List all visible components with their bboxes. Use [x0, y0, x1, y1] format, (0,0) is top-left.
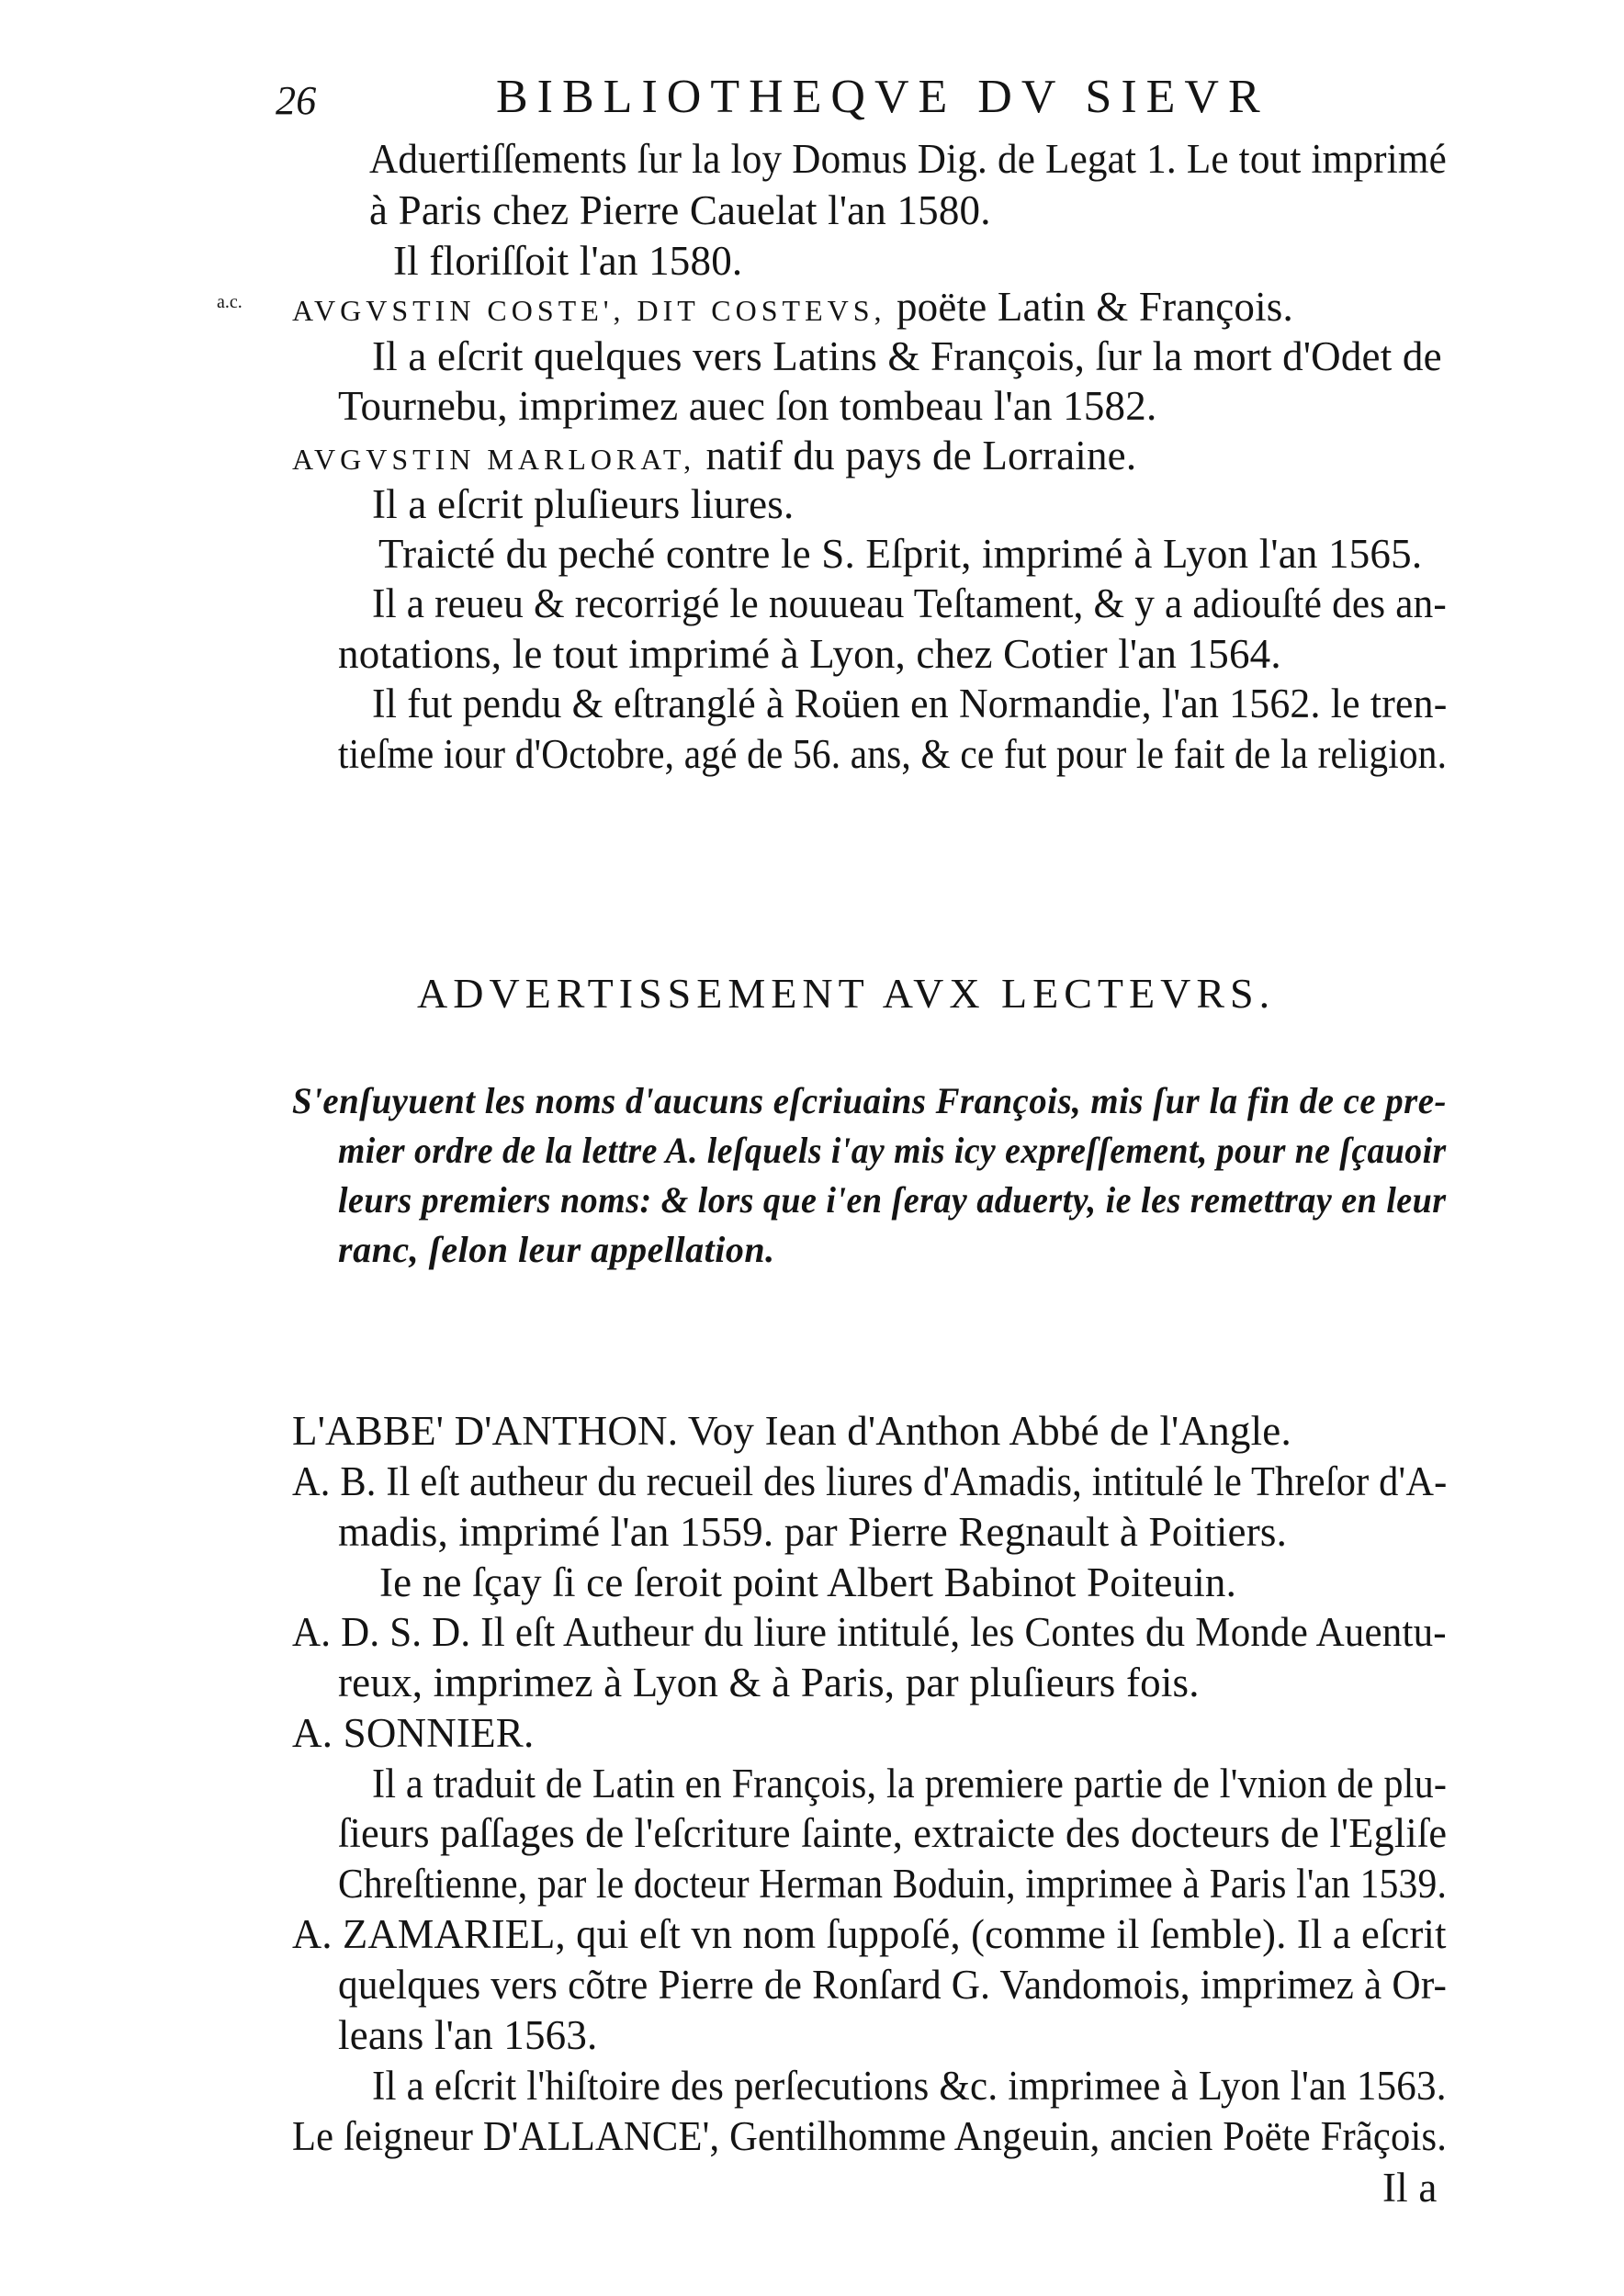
text-line: Il floriſſoit l'an 1580.: [393, 238, 743, 284]
entry-line: Chreſtienne, par le docteur Herman Boduin, imprimee à Paris l'an 1539.: [338, 1861, 1448, 1907]
author-name: AVGVSTIN MARLORAT,: [292, 443, 696, 476]
entry-line: A. D. S. D. Il eſt Autheur du liure intitulé, les Contes du Monde Auentu-: [292, 1609, 1447, 1655]
notice-line: S'enſuyuent les noms d'aucuns eſcriuains François, mis ſur la fin de ce pre-: [292, 1080, 1447, 1121]
entry-line: L'ABBE' D'ANTHON. Voy Iean d'Anthon Abbé de l'Angle.: [292, 1408, 1291, 1454]
text-line: Traicté du peché contre le S. Eſprit, imprimé à Lyon l'an 1565.: [378, 531, 1423, 577]
section-heading: ADVERTISSEMENT AVX LECTEVRS.: [417, 970, 1276, 1017]
author-description: poëte Latin & François.: [885, 284, 1293, 330]
entry-line: A. B. Il eſt autheur du recueil des liures d'Amadis, intitulé le Threſor d'A-: [292, 1458, 1448, 1504]
page-number: 26: [276, 78, 317, 123]
entry-heading-coste: [292, 283, 1293, 334]
text-line: notations, le tout imprimé à Lyon, chez Cotier l'an 1564.: [338, 631, 1281, 677]
margin-note: a.c.: [217, 292, 242, 312]
entry-line: Il a eſcrit l'hiſtoire des perſecutions &c. imprimee à Lyon l'an 1563.: [372, 2063, 1447, 2109]
notice-line: mier ordre de la lettre A. leſquels i'ay mis icy expreſſement, pour ne ſçauoir: [338, 1130, 1447, 1171]
running-title: BIBLIOTHEQVE DV SIEVR: [496, 71, 1269, 123]
text-line: Il a eſcrit quelques vers Latins & François, ſur la mort d'Odet de: [372, 333, 1442, 379]
entry-line: Ie ne ſçay ſi ce ſeroit point Albert Babinot Poiteuin.: [379, 1559, 1237, 1605]
entry-line: A. SONNIER.: [292, 1710, 535, 1756]
text-line: Tournebu, imprimez auec ſon tombeau l'an 1582.: [338, 383, 1157, 429]
author-description: natif du pays de Lorraine.: [695, 433, 1137, 478]
notice-line: leurs premiers noms: & lors que i'en ſeray aduerty, ie les remettray en leur: [338, 1179, 1447, 1221]
text-line: Il a reueu & recorrigé le nouueau Teſtament, & y a adiouſté des an-: [372, 580, 1447, 626]
text-line: à Paris chez Pierre Cauelat l'an 1580.: [369, 187, 991, 233]
text-line: Il fut pendu & eſtranglé à Roüen en Normandie, l'an 1562. le tren-: [372, 681, 1448, 726]
entry-line: Le ſeigneur D'ALLANCE', Gentilhomme Angeuin, ancien Poëte Frãçois.: [292, 2113, 1448, 2159]
author-name: AVGVSTIN COSTE', DIT COSTEVS,: [292, 294, 886, 327]
entry-line: madis, imprimé l'an 1559. par Pierre Regnault à Poitiers.: [338, 1509, 1288, 1555]
text-line: tieſme iour d'Octobre, agé de 56. ans, & ce fut pour le fait de la religion.: [338, 731, 1448, 777]
entry-line: A. ZAMARIEL, qui eſt vn nom ſuppoſé, (comme il ſemble). Il a eſcrit: [292, 1911, 1447, 1957]
entry-line: ſieurs paſſages de l'eſcriture ſainte, extraicte des docteurs de l'Egliſe: [338, 1810, 1448, 1856]
text-line: Aduertiſſements ſur la loy Domus Dig. de Legat 1. Le tout imprimé: [369, 136, 1447, 182]
notice-line: ranc, ſelon leur appellation.: [338, 1229, 775, 1270]
catchword: Il a: [1382, 2165, 1438, 2211]
entry-line: quelques vers cõtre Pierre de Ronſard G. Vandomois, imprimez à Or-: [338, 1962, 1448, 2008]
text-line: Il a eſcrit pluſieurs liures.: [372, 481, 795, 527]
entry-line: reux, imprimez à Lyon & à Paris, par pluſieurs fois.: [338, 1660, 1200, 1705]
entry-heading-marlorat: [292, 432, 1136, 483]
entry-line: Il a traduit de Latin en François, la premiere partie de l'vnion de plu-: [372, 1761, 1448, 1806]
entry-line: leans l'an 1563.: [338, 2012, 598, 2058]
